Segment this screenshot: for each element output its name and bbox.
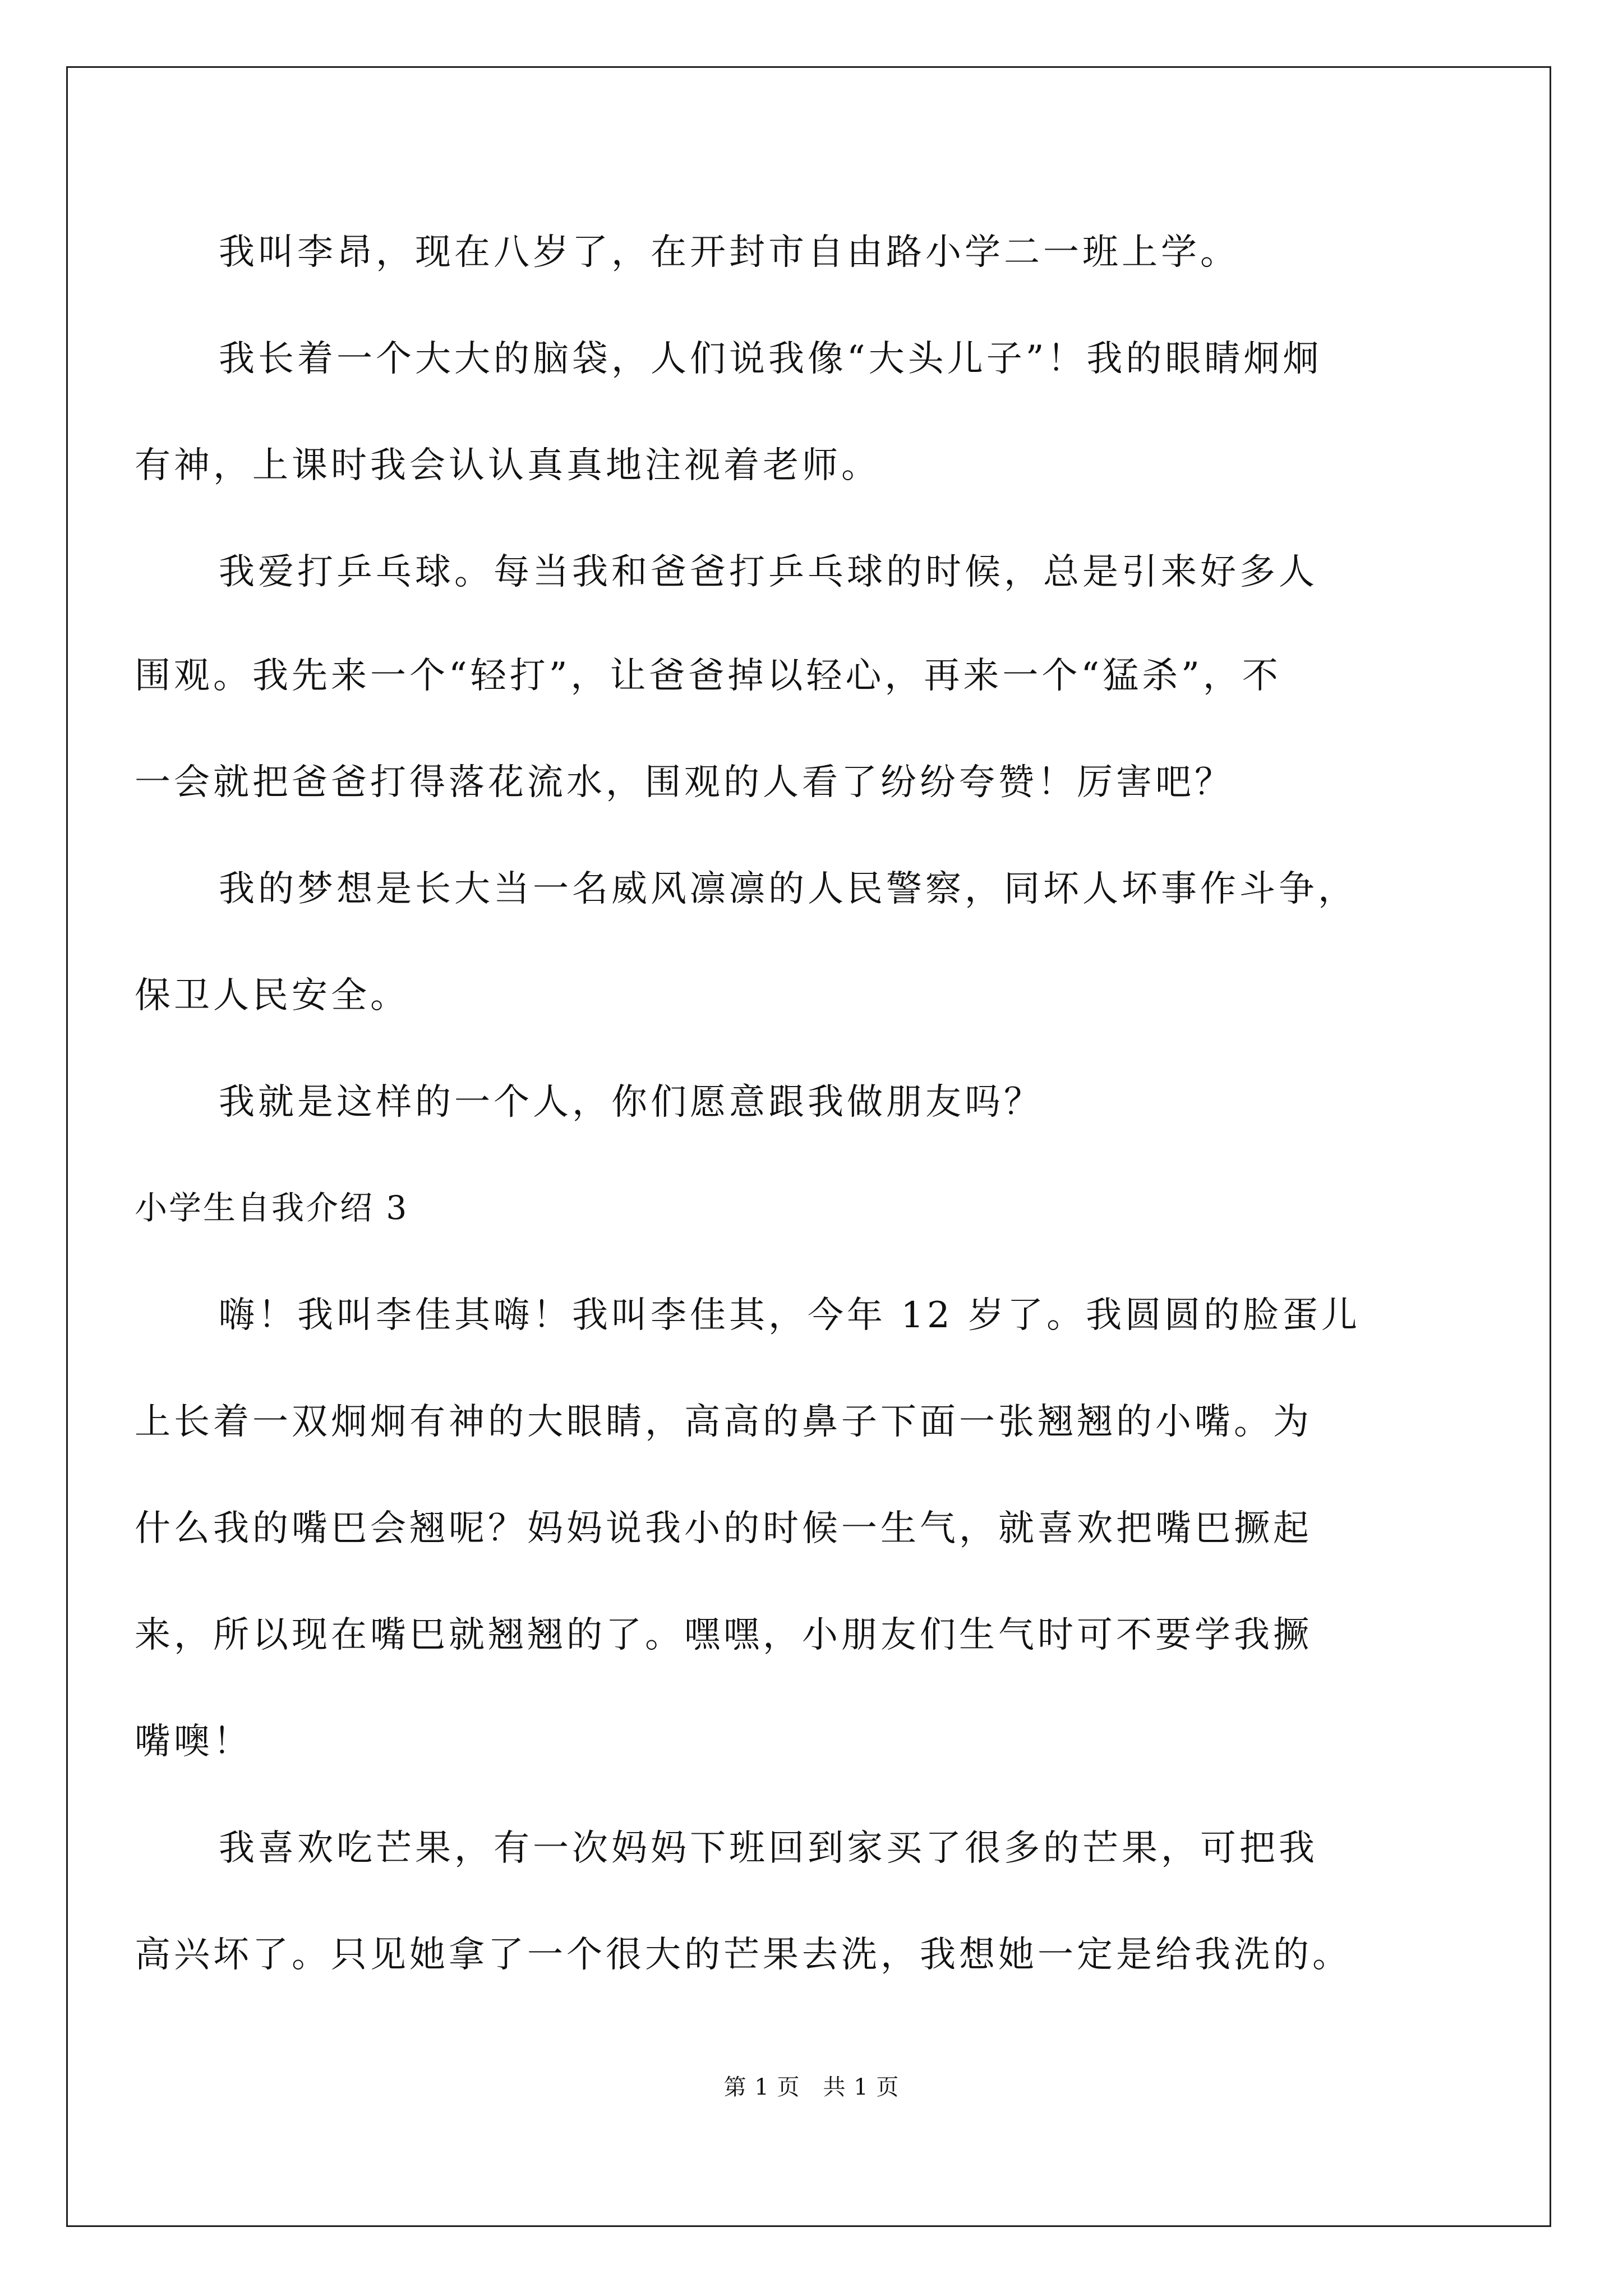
paragraph-line: 上长着一双炯炯有神的大眼睛，高高的鼻子下面一张翘翘的小嘴。为 (135, 1401, 1312, 1443)
page-border (66, 66, 1551, 2227)
paragraph-line: 我爱打乒乓球。每当我和爸爸打乒乓球的时候，总是引来好多人 (219, 551, 1318, 593)
paragraph-line: 我叫李昂，现在八岁了，在开封市自由路小学二一班上学。 (219, 232, 1239, 273)
paragraph-line: 嘴噢！ (135, 1721, 252, 1763)
paragraph-line: 我长着一个大大的脑袋，人们说我像“大头儿子”！我的眼睛炯炯 (219, 338, 1322, 380)
paragraph-line: 我喜欢吃芒果，有一次妈妈下班回到家买了很多的芒果，可把我 (219, 1828, 1318, 1869)
paragraph-line: 我的梦想是长大当一名威风凛凛的人民警察，同坏人坏事作斗争， (219, 868, 1357, 910)
section-heading: 小学生自我介绍 3 (135, 1189, 409, 1227)
page-footer: 第 1 页 共 1 页 (723, 2074, 900, 2100)
paragraph-line: 高兴坏了。只见她拿了一个很大的芒果去洗，我想她一定是给我洗的。 (135, 1934, 1352, 1976)
paragraph-line: 有神，上课时我会认认真真地注视着老师。 (135, 445, 880, 486)
paragraph-line: 来，所以现在嘴巴就翘翘的了。嘿嘿，小朋友们生气时可不要学我撅 (135, 1614, 1312, 1656)
paragraph-line: 保卫人民安全。 (135, 975, 409, 1016)
paragraph-line: 我就是这样的一个人，你们愿意跟我做朋友吗？ (219, 1082, 1043, 1123)
paragraph-line: 围观。我先来一个“轻打”，让爸爸掉以轻心，再来一个“猛杀”，不 (135, 655, 1281, 697)
paragraph-line: 什么我的嘴巴会翘呢？妈妈说我小的时候一生气，就喜欢把嘴巴撅起 (135, 1508, 1312, 1549)
paragraph-line: 一会就把爸爸打得落花流水，围观的人看了纷纷夸赞！厉害吧？ (135, 762, 1234, 803)
paragraph-line: 嗨！我叫李佳其嗨！我叫李佳其，今年 12 岁了。我圆圆的脸蛋儿 (219, 1295, 1361, 1336)
